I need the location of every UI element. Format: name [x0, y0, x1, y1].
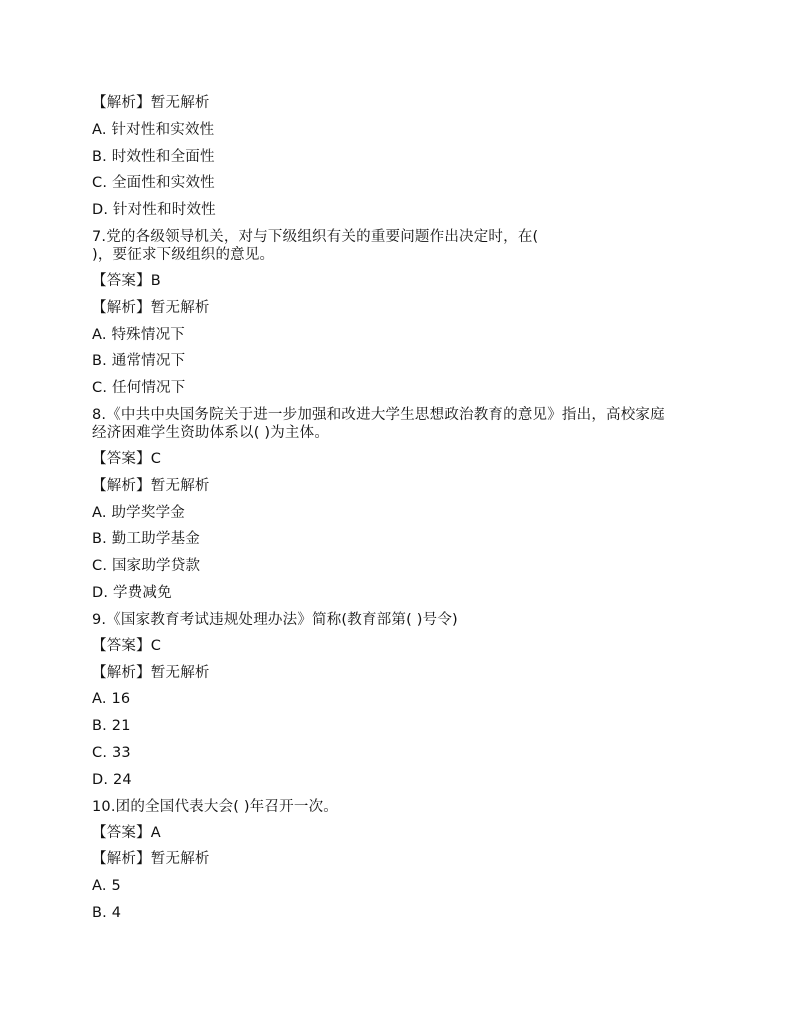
answer-key: 【答案】C: [92, 637, 162, 654]
analysis-note: 【解析】暂无解析: [92, 477, 210, 494]
answer-option: A. 16: [92, 691, 131, 708]
document-body: [92, 90, 732, 927]
answer-option: C. 国家助学贷款: [92, 558, 201, 575]
analysis-note: 【解析】暂无解析: [92, 664, 210, 681]
question-text: 8.《中共中央国务院关于进一步加强和改进大学生思想政治教育的意见》指出，高校家庭 经济困难学生资助体系以( )为主体。: [92, 406, 665, 441]
answer-key: 【答案】B: [92, 272, 161, 289]
question-text: 10.团的全国代表大会( )年召开一次。: [92, 798, 338, 815]
question-text: 7.党的各级领导机关，对与下级组织有关的重要问题作出决定时，在( )，要征求下级组织的意见。: [92, 228, 539, 263]
answer-option: C. 33: [92, 744, 131, 761]
answer-key: 【答案】A: [92, 824, 161, 841]
analysis-note: 【解析】暂无解析: [92, 95, 210, 111]
answer-option: B. 勤工助学基金: [92, 531, 200, 548]
answer-option: B. 时效性和全面性: [92, 148, 215, 165]
answer-option: B. 4: [92, 904, 122, 921]
answer-option: A. 5: [92, 878, 121, 895]
question-text: 9.《国家教育考试违规处理办法》简称(教育部第( )号令): [92, 611, 458, 628]
answer-option: A. 特殊情况下: [92, 326, 185, 343]
answer-option: C. 全面性和实效性: [92, 175, 215, 192]
answer-option: D. 学费减免: [92, 584, 172, 601]
answer-option: C. 任何情况下: [92, 380, 186, 397]
analysis-note: 【解析】暂无解析: [92, 851, 210, 868]
answer-key: 【答案】C: [92, 450, 162, 467]
answer-option: B. 21: [92, 718, 131, 735]
answer-option: B. 通常情况下: [92, 353, 186, 370]
answer-option: A. 针对性和实效性: [92, 121, 215, 138]
analysis-note: 【解析】暂无解析: [92, 299, 210, 316]
answer-option: D. 24: [92, 771, 132, 788]
answer-option: D. 针对性和时效性: [92, 202, 216, 219]
answer-option: A. 助学奖学金: [92, 504, 185, 521]
